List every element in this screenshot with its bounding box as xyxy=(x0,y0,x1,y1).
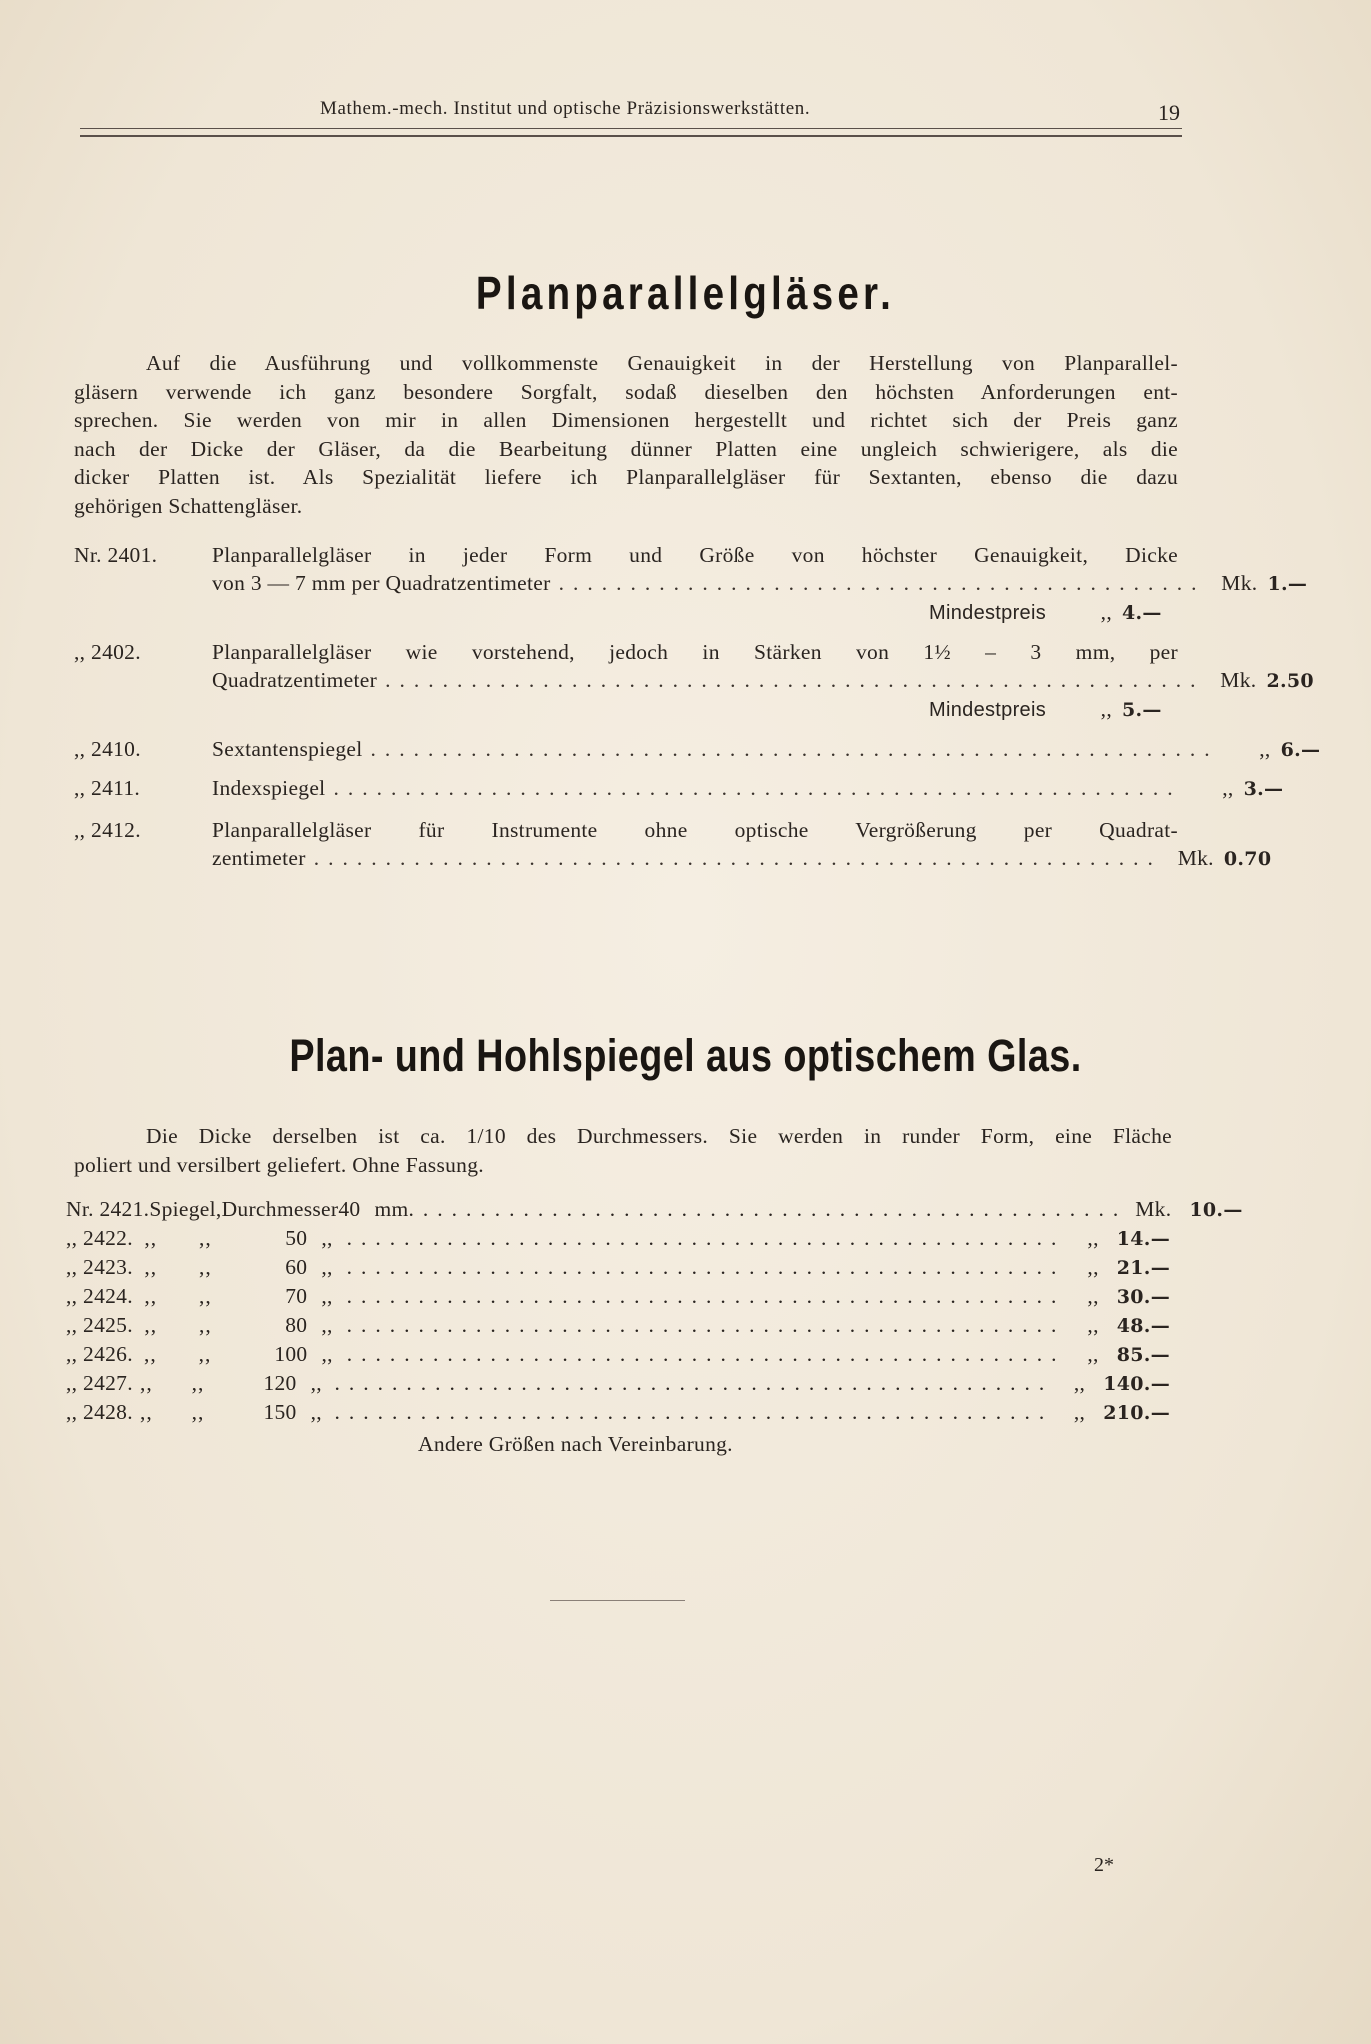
table-row xyxy=(66,1226,1170,1255)
intro-line: gehörigen Schattengläser. xyxy=(74,493,303,518)
item-description: von 3 — 7 mm per Quadratzentimeter xyxy=(212,571,551,595)
price-item xyxy=(74,735,1321,765)
item-currency: ,, xyxy=(1087,1313,1099,1337)
dot-leader: ......................................................... xyxy=(385,668,1205,692)
dot-leader: .................................................. xyxy=(408,1197,1128,1221)
item-currency: Mk. xyxy=(1220,668,1257,692)
item-label: ,, xyxy=(199,1313,212,1337)
item-label: ,, xyxy=(199,1255,212,1279)
item-description: Planparallelgläser in jeder Form und Größe von höchster Genauigkeit, Dicke xyxy=(212,543,1178,567)
item-number: ,, 2425. xyxy=(66,1313,133,1337)
section2-intro xyxy=(74,1122,1172,1179)
item-kind: Spiegel, xyxy=(149,1197,222,1221)
item-kind: ,, xyxy=(144,1226,158,1250)
intro-line: sprechen. Sie werden von mir in allen Dimensionen hergestellt und richtet sich der Preis ganz xyxy=(74,408,1178,432)
intro-line: dicker Platten ist. Als Spezialität liefere ich Planparallelgläser für Sextanten, ebenso die dazu xyxy=(74,465,1178,489)
item-price: 140.— xyxy=(1103,1373,1170,1395)
item-label: Durchmesser xyxy=(221,1197,339,1221)
item-number: ,, 2410. xyxy=(74,737,141,761)
table-row xyxy=(66,1313,1170,1342)
diameter-value: 100 xyxy=(274,1342,308,1366)
item-price: 1.— xyxy=(1267,573,1308,595)
running-title: Mathem.-mech. Institut und optische Präzisionswerkstätten. xyxy=(320,98,811,119)
diameter-unit: ,, xyxy=(321,1255,333,1279)
dot-leader: ........................................................... xyxy=(333,776,1182,800)
min-price-unit: ,, xyxy=(1100,600,1112,624)
item-number: Nr. 2401. xyxy=(74,543,158,567)
intro-line: nach der Dicke der Gläser, da die Bearbeitung dünner Platten eine ungleich schwierigere, als die xyxy=(74,436,1178,461)
item-kind: ,, xyxy=(144,1255,158,1279)
item-price: 85.— xyxy=(1116,1344,1170,1366)
dot-leader: .................................................. xyxy=(334,1371,1054,1395)
intro-line: Auf die Ausführung und vollkommenste Genauigkeit in der Herstellung von Planparallel- xyxy=(146,351,1178,375)
item-currency: Mk. xyxy=(1135,1197,1172,1221)
item-currency: ,, xyxy=(1073,1400,1086,1424)
item-currency: ,, xyxy=(1087,1226,1099,1250)
item-currency: ,, xyxy=(1087,1342,1099,1366)
diameter-value: 50 xyxy=(285,1226,308,1250)
diameter-value: 40 xyxy=(338,1197,361,1221)
diameter-unit: ,, xyxy=(310,1371,322,1395)
diameter-value: 80 xyxy=(285,1313,308,1337)
dot-leader: .................................................. xyxy=(334,1400,1054,1424)
item-label: ,, xyxy=(198,1342,212,1366)
running-header xyxy=(80,98,1182,128)
item-number: ,, 2427. xyxy=(66,1371,133,1395)
price-item xyxy=(74,774,1284,804)
item-currency: Mk. xyxy=(1177,846,1214,870)
diameter-unit: ,, xyxy=(321,1313,333,1337)
item-number: ,, 2411. xyxy=(74,776,141,800)
item-price: 10.— xyxy=(1189,1199,1243,1221)
diameter-unit: ,, xyxy=(310,1400,322,1424)
item-description: Planparallelgläser wie vorstehend, jedoch in Stärken von 1½ – 3 mm, per xyxy=(212,640,1178,664)
intro-line: poliert und versilbert geliefert. Ohne Fassung. xyxy=(74,1152,484,1177)
min-price: 4.— xyxy=(1122,602,1162,624)
header-rule-thin xyxy=(80,128,1182,129)
item-kind: ,, xyxy=(144,1313,158,1337)
section-divider xyxy=(550,1600,685,1601)
dot-leader: .................................................. xyxy=(346,1342,1066,1366)
item-number: ,, 2402. xyxy=(74,640,141,664)
intro-line: gläsern verwende ich ganz besondere Sorgfalt, sodaß dieselben den höchsten Anforderungen ent- xyxy=(74,379,1178,404)
diameter-value: 150 xyxy=(263,1400,297,1424)
dot-leader: ........................................................... xyxy=(313,846,1162,870)
price-item xyxy=(74,638,1314,728)
item-currency: ,, xyxy=(1087,1255,1099,1279)
section-title-planparallelglaser: Planparallelgläser. xyxy=(475,267,896,319)
dot-leader: .................................................. xyxy=(346,1255,1066,1279)
item-number: ,, 2423. xyxy=(66,1255,133,1279)
dot-leader: .................................................. xyxy=(346,1313,1066,1337)
item-price: 30.— xyxy=(1116,1286,1171,1308)
page-number: 19 xyxy=(1158,100,1180,125)
diameter-unit: ,, xyxy=(321,1226,333,1250)
signature-mark: 2* xyxy=(1094,1854,1114,1876)
table-row xyxy=(66,1342,1170,1371)
section1-intro xyxy=(74,349,1178,520)
item-label: ,, xyxy=(191,1400,205,1424)
min-price-unit: ,, xyxy=(1100,697,1112,721)
item-number: ,, 2424. xyxy=(66,1284,133,1308)
item-description: Sextantenspiegel xyxy=(212,737,363,761)
item-price: 0.70 xyxy=(1223,848,1272,870)
table-row xyxy=(66,1255,1170,1284)
item-number: ,, 2412. xyxy=(74,818,141,842)
item-label: ,, xyxy=(199,1226,212,1250)
item-number: Nr. 2421. xyxy=(66,1197,150,1221)
table-row xyxy=(66,1197,1243,1226)
item-label: ,, xyxy=(199,1284,212,1308)
item-currency: ,, xyxy=(1259,737,1271,761)
item-description: Indexspiegel xyxy=(212,776,326,800)
diameter-unit: ,, xyxy=(321,1284,333,1308)
sizes-note: Andere Größen nach Vereinbarung. xyxy=(418,1432,733,1456)
item-price: 21.— xyxy=(1116,1257,1171,1279)
item-number: ,, 2422. xyxy=(66,1226,133,1250)
item-label: ,, xyxy=(191,1371,205,1395)
item-currency: ,, xyxy=(1087,1284,1099,1308)
item-currency: Mk. xyxy=(1221,571,1258,595)
item-description: Planparallelgläser für Instrumente ohne optische Vergrößerung per Quadrat- xyxy=(212,818,1178,842)
item-price: 210.— xyxy=(1103,1402,1170,1424)
diameter-unit: mm xyxy=(374,1197,409,1221)
diameter-value: 120 xyxy=(263,1371,297,1395)
table-row xyxy=(66,1400,1170,1429)
item-price: 3.— xyxy=(1243,778,1284,800)
item-currency: ,, xyxy=(1073,1371,1086,1395)
intro-line: Die Dicke derselben ist ca. 1/10 des Durchmessers. Sie werden in runder Form, eine Fläche xyxy=(146,1124,1172,1148)
item-kind: ,, xyxy=(144,1284,158,1308)
item-description: Quadratzentimeter xyxy=(212,668,378,692)
item-number: ,, 2428. xyxy=(66,1400,133,1424)
item-kind: ,, xyxy=(139,1371,153,1395)
price-item xyxy=(74,816,1272,878)
item-description: zentimeter xyxy=(212,846,306,870)
item-number: ,, 2426. xyxy=(66,1342,133,1366)
diameter-value: 70 xyxy=(285,1284,308,1308)
min-price-label: Mindestpreis xyxy=(929,699,1046,721)
item-currency: ,, xyxy=(1222,776,1234,800)
table-row xyxy=(66,1284,1170,1313)
dot-leader: .................................................. xyxy=(346,1226,1066,1250)
item-price: 14.— xyxy=(1116,1228,1171,1250)
item-price: 2.50 xyxy=(1266,670,1314,692)
table-row xyxy=(66,1371,1170,1400)
min-price-label: Mindestpreis xyxy=(929,602,1046,624)
section-title-spiegel: Plan- und Hohlspiegel aus optischem Glas. xyxy=(289,1030,1082,1081)
dot-leader: ........................................................... xyxy=(370,737,1219,761)
dot-leader: .................................................. xyxy=(346,1284,1066,1308)
item-price: 6.— xyxy=(1280,739,1321,761)
diameter-unit: ,, xyxy=(321,1342,333,1366)
item-kind: ,, xyxy=(144,1342,157,1366)
header-rule-thick xyxy=(80,135,1182,137)
item-kind: ,, xyxy=(139,1400,153,1424)
min-price: 5.— xyxy=(1122,699,1162,721)
price-item xyxy=(74,541,1308,631)
item-price: 48.— xyxy=(1116,1315,1171,1337)
diameter-value: 60 xyxy=(285,1255,308,1279)
dot-leader: ............................................. xyxy=(558,571,1206,595)
